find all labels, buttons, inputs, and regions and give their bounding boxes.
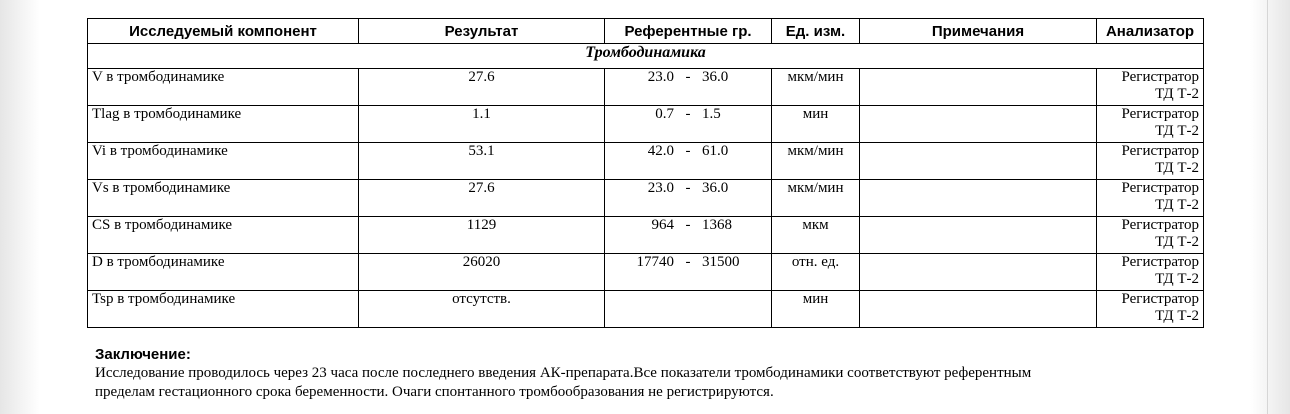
unit-value: мин bbox=[772, 291, 860, 328]
result-value: 1.1 bbox=[359, 106, 605, 143]
analyzer-line-1: Регистратор bbox=[1121, 143, 1199, 159]
component-name: Vi в тромбодинамике bbox=[88, 143, 359, 180]
table-row bbox=[88, 143, 1204, 180]
reference-separator: - bbox=[685, 106, 691, 122]
analyzer-value bbox=[1097, 291, 1204, 328]
analyzer-line-2: ТД Т-2 bbox=[1155, 86, 1199, 102]
unit-value: отн. ед. bbox=[772, 254, 860, 291]
analyzer-line-2: ТД Т-2 bbox=[1155, 271, 1199, 287]
table-row bbox=[88, 106, 1204, 143]
conclusion-title: Заключение: bbox=[95, 346, 191, 363]
table-header-row bbox=[88, 19, 1204, 44]
reference-high: 1368 bbox=[702, 217, 732, 233]
reference-range bbox=[605, 254, 772, 291]
reference-range bbox=[605, 106, 772, 143]
table-row bbox=[88, 180, 1204, 217]
reference-range bbox=[605, 69, 772, 106]
conclusion-text-line-2: пределам гестационного срока беременности. Очаги спонтанного тромбообразования не регистрируются. bbox=[95, 384, 774, 400]
section-row bbox=[88, 44, 1204, 69]
result-value: 27.6 bbox=[359, 180, 605, 217]
reference-high: 36.0 bbox=[702, 180, 729, 196]
analyzer-value bbox=[1097, 254, 1204, 291]
component-name: Tlag в тромбодинамике bbox=[88, 106, 359, 143]
analyzer-line-2: ТД Т-2 bbox=[1155, 197, 1199, 213]
reference-range bbox=[605, 180, 772, 217]
reference-low: 23.0 bbox=[647, 180, 674, 196]
notes-value bbox=[860, 106, 1097, 143]
result-value: 26020 bbox=[359, 254, 605, 291]
notes-value bbox=[860, 69, 1097, 106]
reference-low: 23.0 bbox=[647, 69, 674, 85]
reference-range bbox=[605, 291, 772, 328]
table-row bbox=[88, 254, 1204, 291]
analyzer-line-1: Регистратор bbox=[1121, 106, 1199, 122]
reference-separator: - bbox=[685, 69, 691, 85]
analyzer-line-2: ТД Т-2 bbox=[1155, 234, 1199, 250]
reference-separator: - bbox=[685, 254, 691, 270]
reference-range bbox=[605, 143, 772, 180]
reference-high: 61.0 bbox=[702, 143, 729, 159]
reference-low: 0.7 bbox=[655, 106, 674, 122]
analyzer-value bbox=[1097, 180, 1204, 217]
reference-high: 1.5 bbox=[702, 106, 721, 122]
page-edge-right bbox=[1250, 0, 1290, 414]
reference-separator: - bbox=[685, 180, 691, 196]
notes-value bbox=[860, 143, 1097, 180]
header-analyzer: Анализатор bbox=[1097, 19, 1204, 44]
notes-value bbox=[860, 217, 1097, 254]
result-value: 53.1 bbox=[359, 143, 605, 180]
analyzer-line-2: ТД Т-2 bbox=[1155, 308, 1199, 324]
reference-separator: - bbox=[685, 217, 691, 233]
unit-value: мкм bbox=[772, 217, 860, 254]
analyzer-line-1: Регистратор bbox=[1121, 180, 1199, 196]
reference-range bbox=[605, 217, 772, 254]
analyzer-value bbox=[1097, 143, 1204, 180]
reference-low: 964 bbox=[651, 217, 674, 233]
analyzer-line-2: ТД Т-2 bbox=[1155, 160, 1199, 176]
unit-value: мкм/мин bbox=[772, 143, 860, 180]
analyzer-line-1: Регистратор bbox=[1121, 291, 1199, 307]
result-value: 1129 bbox=[359, 217, 605, 254]
results-table bbox=[87, 18, 1204, 328]
analyzer-line-1: Регистратор bbox=[1121, 254, 1199, 270]
reference-separator: - bbox=[685, 143, 691, 159]
component-name: Vs в тромбодинамике bbox=[88, 180, 359, 217]
analyzer-value bbox=[1097, 217, 1204, 254]
header-reference: Референтные гр. bbox=[605, 19, 772, 44]
result-value: 27.6 bbox=[359, 69, 605, 106]
unit-value: мин bbox=[772, 106, 860, 143]
reference-high: 36.0 bbox=[702, 69, 729, 85]
notes-value bbox=[860, 291, 1097, 328]
header-notes: Примечания bbox=[860, 19, 1097, 44]
table-row bbox=[88, 291, 1204, 328]
notes-value bbox=[860, 180, 1097, 217]
header-component: Исследуемый компонент bbox=[88, 19, 359, 44]
page-edge-line bbox=[1267, 0, 1268, 414]
component-name: D в тромбодинамике bbox=[88, 254, 359, 291]
conclusion-block bbox=[95, 346, 1195, 402]
header-result: Результат bbox=[359, 19, 605, 44]
component-name: Tsp в тромбодинамике bbox=[88, 291, 359, 328]
conclusion-text-line-1: Исследование проводилось через 23 часа после последнего введения АК-препарата.Все показатели тромбодинамики соответствуют референтным bbox=[95, 365, 1032, 381]
analyzer-line-2: ТД Т-2 bbox=[1155, 123, 1199, 139]
header-unit: Ед. изм. bbox=[772, 19, 860, 44]
reference-high: 31500 bbox=[702, 254, 740, 270]
reference-low: 42.0 bbox=[647, 143, 674, 159]
component-name: V в тромбодинамике bbox=[88, 69, 359, 106]
result-value: отсутств. bbox=[359, 291, 605, 328]
reference-low: 17740 bbox=[636, 254, 674, 270]
section-title: Тромбодинамика bbox=[88, 44, 1204, 69]
component-name: CS в тромбодинамике bbox=[88, 217, 359, 254]
unit-value: мкм/мин bbox=[772, 69, 860, 106]
analyzer-line-1: Регистратор bbox=[1121, 69, 1199, 85]
analyzer-value bbox=[1097, 106, 1204, 143]
unit-value: мкм/мин bbox=[772, 180, 860, 217]
page-edge-left bbox=[0, 0, 40, 414]
table-row bbox=[88, 217, 1204, 254]
analyzer-line-1: Регистратор bbox=[1121, 217, 1199, 233]
table-row bbox=[88, 69, 1204, 106]
notes-value bbox=[860, 254, 1097, 291]
analyzer-value bbox=[1097, 69, 1204, 106]
